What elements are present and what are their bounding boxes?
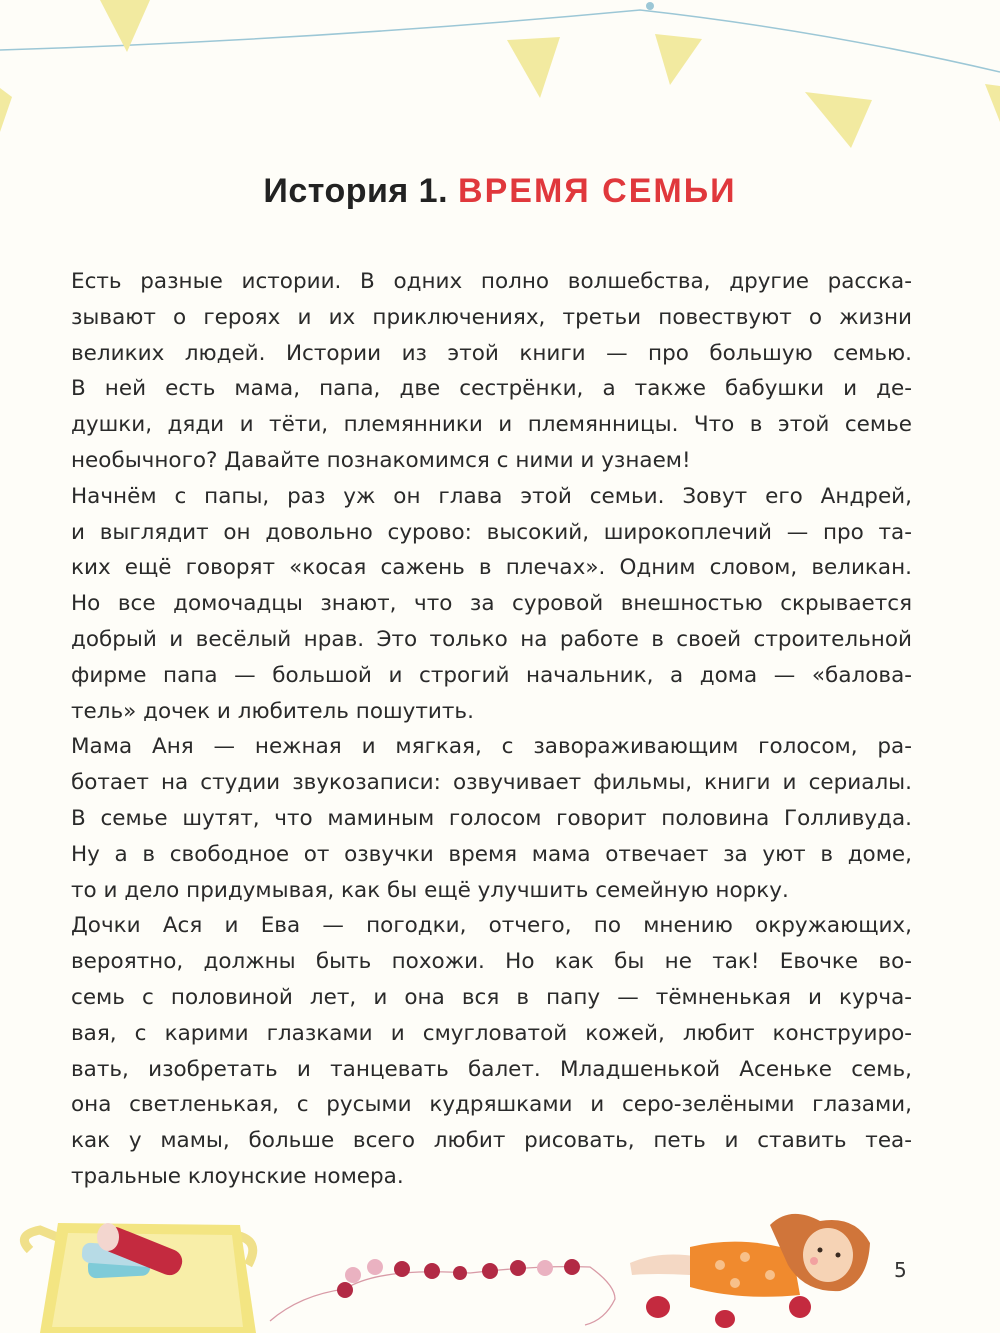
text-line: ботает на студии звукозаписи: озвучивает фильмы, книги и сериалы. — [71, 770, 912, 796]
text-line: вая, с карими глазками и смугловатой кожей, любит конструиро- — [71, 1020, 912, 1046]
bunting-flag — [805, 92, 872, 148]
text-line: великих людей. Истории из этой книги — про большую семью. — [71, 340, 912, 366]
doll-illustration — [630, 1214, 870, 1328]
paragraph — [46, 908, 912, 1194]
chapter-number: История 1. — [263, 172, 449, 210]
text-line: семь с половиной лет, и она вся в папу — тёмненькая и курча- — [71, 984, 912, 1010]
bead-string-illustration — [270, 1259, 615, 1325]
text-line: она светленькая, с русыми кудряшками и серо-зелёными глазами, — [71, 1092, 912, 1118]
bunting-flag — [655, 34, 702, 85]
bunting-knot — [646, 2, 654, 10]
paragraph — [46, 264, 912, 479]
text-line: Ну а в свободное от озвучки время мама отвечает за уют в доме, — [71, 841, 912, 867]
bunting-string — [0, 10, 1000, 72]
text-line: необычного? Давайте познакомимся с ними и узнаем! — [71, 447, 691, 473]
text-line: Дочки Ася и Ева — погодки, отчего, по мнению окружающих, — [71, 913, 912, 939]
text-line: Но все домочадцы знают, что за суровой внешностью скрывается — [71, 591, 912, 617]
text-line: и выглядит он довольно сурово: высокий, широкоплечий — про та- — [71, 519, 912, 545]
text-line: Начнём с папы, раз уж он глава этой семьи. Зовут его Андрей, — [71, 483, 912, 509]
bunting-flag — [507, 37, 560, 98]
bottom-illustration — [0, 1195, 1000, 1333]
page-number: 5 — [894, 1258, 907, 1282]
text-line: то и дело придумывая, как бы ещё улучшить семейную норку. — [71, 877, 789, 903]
bunting-decoration — [0, 0, 1000, 160]
text-line: тральные клоунские номера. — [71, 1163, 404, 1189]
text-line: как у мамы, больше всего любит рисовать, петь и ставить теа- — [71, 1128, 912, 1154]
text-line: Мама Аня — нежная и мягкая, с завораживающим голосом, ра- — [71, 734, 912, 760]
paragraph — [46, 479, 912, 730]
text-line: ких ещё говорят «косая сажень в плечах». Одним словом, великан. — [71, 555, 912, 581]
chapter-title: ВРЕМЯ СЕМЬИ — [458, 172, 737, 210]
text-line: тель» дочек и любитель пошутить. — [71, 698, 474, 724]
chapter-heading — [0, 172, 1000, 211]
text-line: зывают о героях и их приключениях, третьи повествуют о жизни — [71, 304, 912, 330]
bunting-flag — [985, 84, 1000, 122]
text-line: вероятно, должны быть похожи. Но как бы не так! Евочке во- — [71, 949, 912, 975]
paragraph — [46, 729, 912, 908]
text-line: В ней есть мама, папа, две сестрёнки, а также бабушки и де- — [71, 376, 912, 402]
bunting-flag — [0, 88, 12, 132]
body-text — [46, 264, 912, 1195]
text-line: вать, изобретать и танцевать балет. Младшенькой Асеньке семь, — [71, 1056, 912, 1082]
text-line: Есть разные истории. В одних полно волшебства, другие расска- — [71, 269, 912, 294]
text-line: фирме папа — большой и строгий начальник, а дома — «балова- — [71, 662, 912, 688]
text-line: добрый и весёлый нрав. Это только на работе в своей строительной — [71, 626, 912, 652]
text-line: В семье шутят, что маминым голосом говорит половина Голливуда. — [71, 805, 912, 831]
text-line: душки, дяди и тёти, племянники и племянницы. Что в этой семье — [71, 412, 912, 438]
